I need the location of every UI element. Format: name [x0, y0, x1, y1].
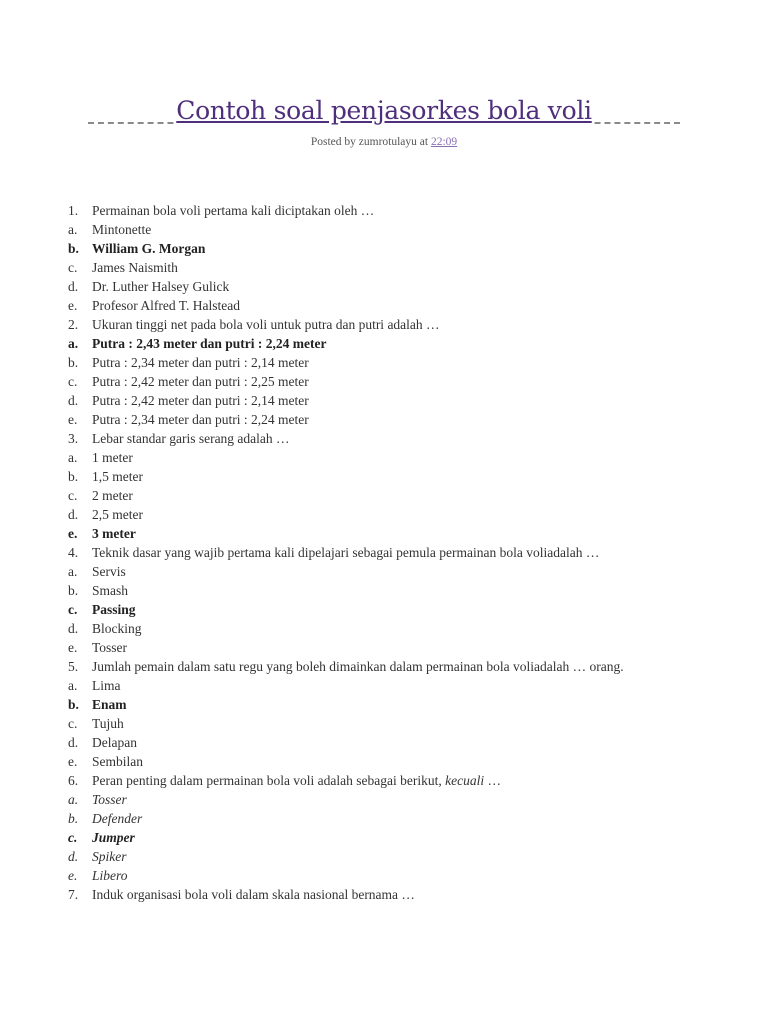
option-row — [68, 392, 678, 410]
option-row — [68, 753, 678, 771]
option-text: 1 meter — [92, 450, 133, 465]
option-row — [68, 715, 678, 733]
option-label: c. — [68, 260, 78, 275]
option-label: a. — [68, 450, 78, 465]
option-row — [68, 278, 678, 296]
option-text: Passing — [92, 602, 136, 617]
option-row — [68, 563, 678, 581]
question-5 — [68, 658, 678, 676]
option-label: b. — [68, 583, 79, 598]
option-label: a. — [68, 222, 78, 237]
option-label: d. — [68, 507, 79, 522]
post-time-link[interactable]: 22:09 — [430, 136, 458, 148]
option-text: Putra : 2,42 meter dan putri : 2,14 meter — [92, 393, 309, 408]
question-text: Ukuran tinggi net pada bola voli untuk putra dan putri adalah … — [92, 317, 440, 332]
option-row — [68, 297, 678, 315]
option-text: Putra : 2,34 meter dan putri : 2,24 meter — [92, 412, 309, 427]
question-list — [68, 202, 678, 905]
question-text-emphasis: kecuali — [445, 773, 485, 788]
question-text: Permainan bola voli pertama kali diciptakan oleh … — [92, 203, 375, 218]
question-text: Lebar standar garis serang adalah … — [92, 431, 290, 446]
option-row — [68, 810, 678, 828]
option-row — [68, 620, 678, 638]
question-number: 6. — [68, 773, 79, 788]
option-row — [68, 373, 678, 391]
option-text: Spiker — [92, 849, 127, 864]
option-row — [68, 411, 678, 429]
question-6 — [68, 772, 678, 790]
option-text: Dr. Luther Halsey Gulick — [92, 279, 230, 294]
question-3 — [68, 430, 678, 448]
option-row — [68, 354, 678, 372]
option-text: Servis — [92, 564, 126, 579]
option-text: William G. Morgan — [92, 241, 206, 256]
question-4 — [68, 544, 678, 562]
option-label: e. — [68, 868, 78, 883]
option-row-answer — [68, 525, 678, 543]
option-text: 2,5 meter — [92, 507, 143, 522]
option-text: Smash — [92, 583, 129, 598]
option-text: Blocking — [92, 621, 142, 636]
option-label: b. — [68, 355, 79, 370]
post-header — [88, 96, 680, 132]
option-text: Enam — [92, 697, 127, 712]
question-text: Teknik dasar yang wajib pertama kali dipelajari sebagai pemula permainan bola voliadalah … — [92, 545, 600, 560]
question-number: 1. — [68, 203, 79, 218]
option-text: Tosser — [92, 640, 128, 655]
option-label: d. — [68, 849, 79, 864]
question-text — [92, 772, 678, 790]
option-row-answer — [68, 601, 678, 619]
option-text: Mintonette — [92, 222, 152, 237]
option-label: e. — [68, 298, 78, 313]
option-label: c. — [68, 602, 78, 617]
question-number: 4. — [68, 545, 79, 560]
option-label: b. — [68, 697, 79, 712]
option-text: Delapan — [92, 735, 137, 750]
option-row — [68, 734, 678, 752]
option-text: Putra : 2,42 meter dan putri : 2,25 meter — [92, 374, 309, 389]
option-text: Putra : 2,34 meter dan putri : 2,14 meter — [92, 355, 309, 370]
question-text-tail: … — [484, 773, 501, 788]
post-title-link[interactable]: Contoh soal penjasorkes bola voli — [176, 96, 592, 125]
option-label: c. — [68, 374, 78, 389]
question-number: 3. — [68, 431, 79, 446]
option-text: Sembilan — [92, 754, 143, 769]
option-row — [68, 867, 678, 885]
option-label: e. — [68, 640, 78, 655]
option-label: b. — [68, 469, 79, 484]
post-meta — [0, 136, 768, 148]
option-row — [68, 639, 678, 657]
option-label: b. — [68, 241, 79, 256]
option-row — [68, 487, 678, 505]
question-1 — [68, 202, 678, 220]
option-label: c. — [68, 830, 78, 845]
option-label: e. — [68, 526, 78, 541]
question-number: 7. — [68, 887, 79, 902]
option-label: b. — [68, 811, 79, 826]
question-7 — [68, 886, 678, 904]
option-label: c. — [68, 716, 78, 731]
option-text: 1,5 meter — [92, 469, 143, 484]
option-label: d. — [68, 621, 79, 636]
option-row-answer — [68, 240, 678, 258]
option-label: e. — [68, 754, 78, 769]
option-row — [68, 848, 678, 866]
option-row-answer — [68, 829, 678, 847]
option-row — [68, 468, 678, 486]
option-text: Profesor Alfred T. Halstead — [92, 298, 240, 313]
option-label: e. — [68, 412, 78, 427]
option-label: a. — [68, 792, 79, 807]
option-text: 3 meter — [92, 526, 136, 541]
option-row — [68, 259, 678, 277]
option-label: a. — [68, 336, 79, 351]
option-row-answer — [68, 696, 678, 714]
option-row — [68, 582, 678, 600]
option-label: a. — [68, 678, 78, 693]
option-text: James Naismith — [92, 260, 178, 275]
option-row — [68, 449, 678, 467]
option-row — [68, 221, 678, 239]
option-label: d. — [68, 279, 79, 294]
question-text: Jumlah pemain dalam satu regu yang boleh dimainkan dalam permainan bola voliadalah … orang. — [92, 659, 624, 674]
option-text: Libero — [92, 868, 128, 883]
option-text: Defender — [92, 811, 143, 826]
question-text-main: Peran penting dalam permainan bola voli adalah sebagai berikut, — [92, 773, 442, 788]
option-row — [68, 506, 678, 524]
option-text: Tosser — [92, 792, 127, 807]
posted-by-text: Posted by zumrotulayu at — [310, 136, 429, 148]
question-2 — [68, 316, 678, 334]
option-text: 2 meter — [92, 488, 133, 503]
option-text: Lima — [92, 678, 121, 693]
option-text: Putra : 2,43 meter dan putri : 2,24 meter — [92, 336, 327, 351]
question-text: Induk organisasi bola voli dalam skala nasional bernama … — [92, 887, 415, 902]
option-text: Jumper — [92, 830, 135, 845]
option-label: d. — [68, 393, 79, 408]
option-label: a. — [68, 564, 78, 579]
option-row — [68, 791, 678, 809]
option-row-answer — [68, 335, 678, 353]
option-text: Tujuh — [92, 716, 124, 731]
question-number: 5. — [68, 659, 79, 674]
option-label: c. — [68, 488, 78, 503]
question-number: 2. — [68, 317, 79, 332]
option-row — [68, 677, 678, 695]
option-label: d. — [68, 735, 79, 750]
